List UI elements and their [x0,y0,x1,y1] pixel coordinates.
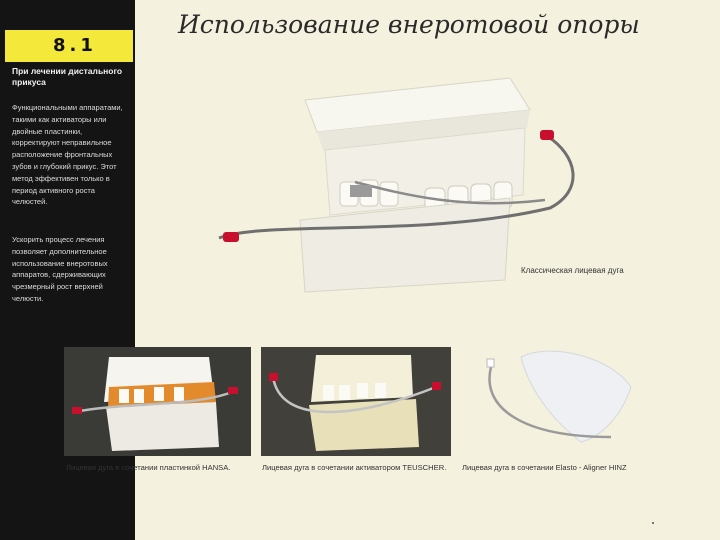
thumbnail-hinz [461,347,651,456]
sidebar [0,0,135,540]
page-title: Использование внеротовой опоры [178,10,640,39]
hansa-photo [64,347,251,456]
section-number: 8.1 [53,35,97,56]
thumbnail-caption-teuscher: Лицевая дуга в сочетании активатором TEUSCHER. [262,463,447,472]
teuscher-photo [261,347,451,456]
thumbnail-caption-hinz: Лицевая дуга в сочетании Elasto - Aligner HINZ [462,463,627,472]
main-photo-face-bow [205,70,655,295]
thumbnail-caption-hansa: Лицевая дуга в сочетании пластинкой HANSA. [66,463,231,472]
hinz-photo [461,347,651,456]
sidebar-heading: При лечении дистального прикуса [12,66,123,87]
dental-model-illustration [205,70,655,295]
thumbnail-teuscher [261,347,451,456]
thumbnail-hansa [64,347,251,456]
sidebar-paragraph-2: Ускорить процесс лечения позволяет дополнительное использование внеротовых аппаратов, сдерживающих чрезмерный рост верхней челюсти. [12,235,108,303]
section-badge [5,30,133,62]
page-dot [652,522,654,524]
sidebar-paragraph-1: Функциональными аппаратами, такими как активаторы или двойные пластинки, корректируют неправильное расположение фронтальных зубов и глубокий прикус. Этот метод эффективен только в период активного роста челюстей. [12,103,123,207]
main-photo-caption: Классическая лицевая дуга [521,266,624,275]
